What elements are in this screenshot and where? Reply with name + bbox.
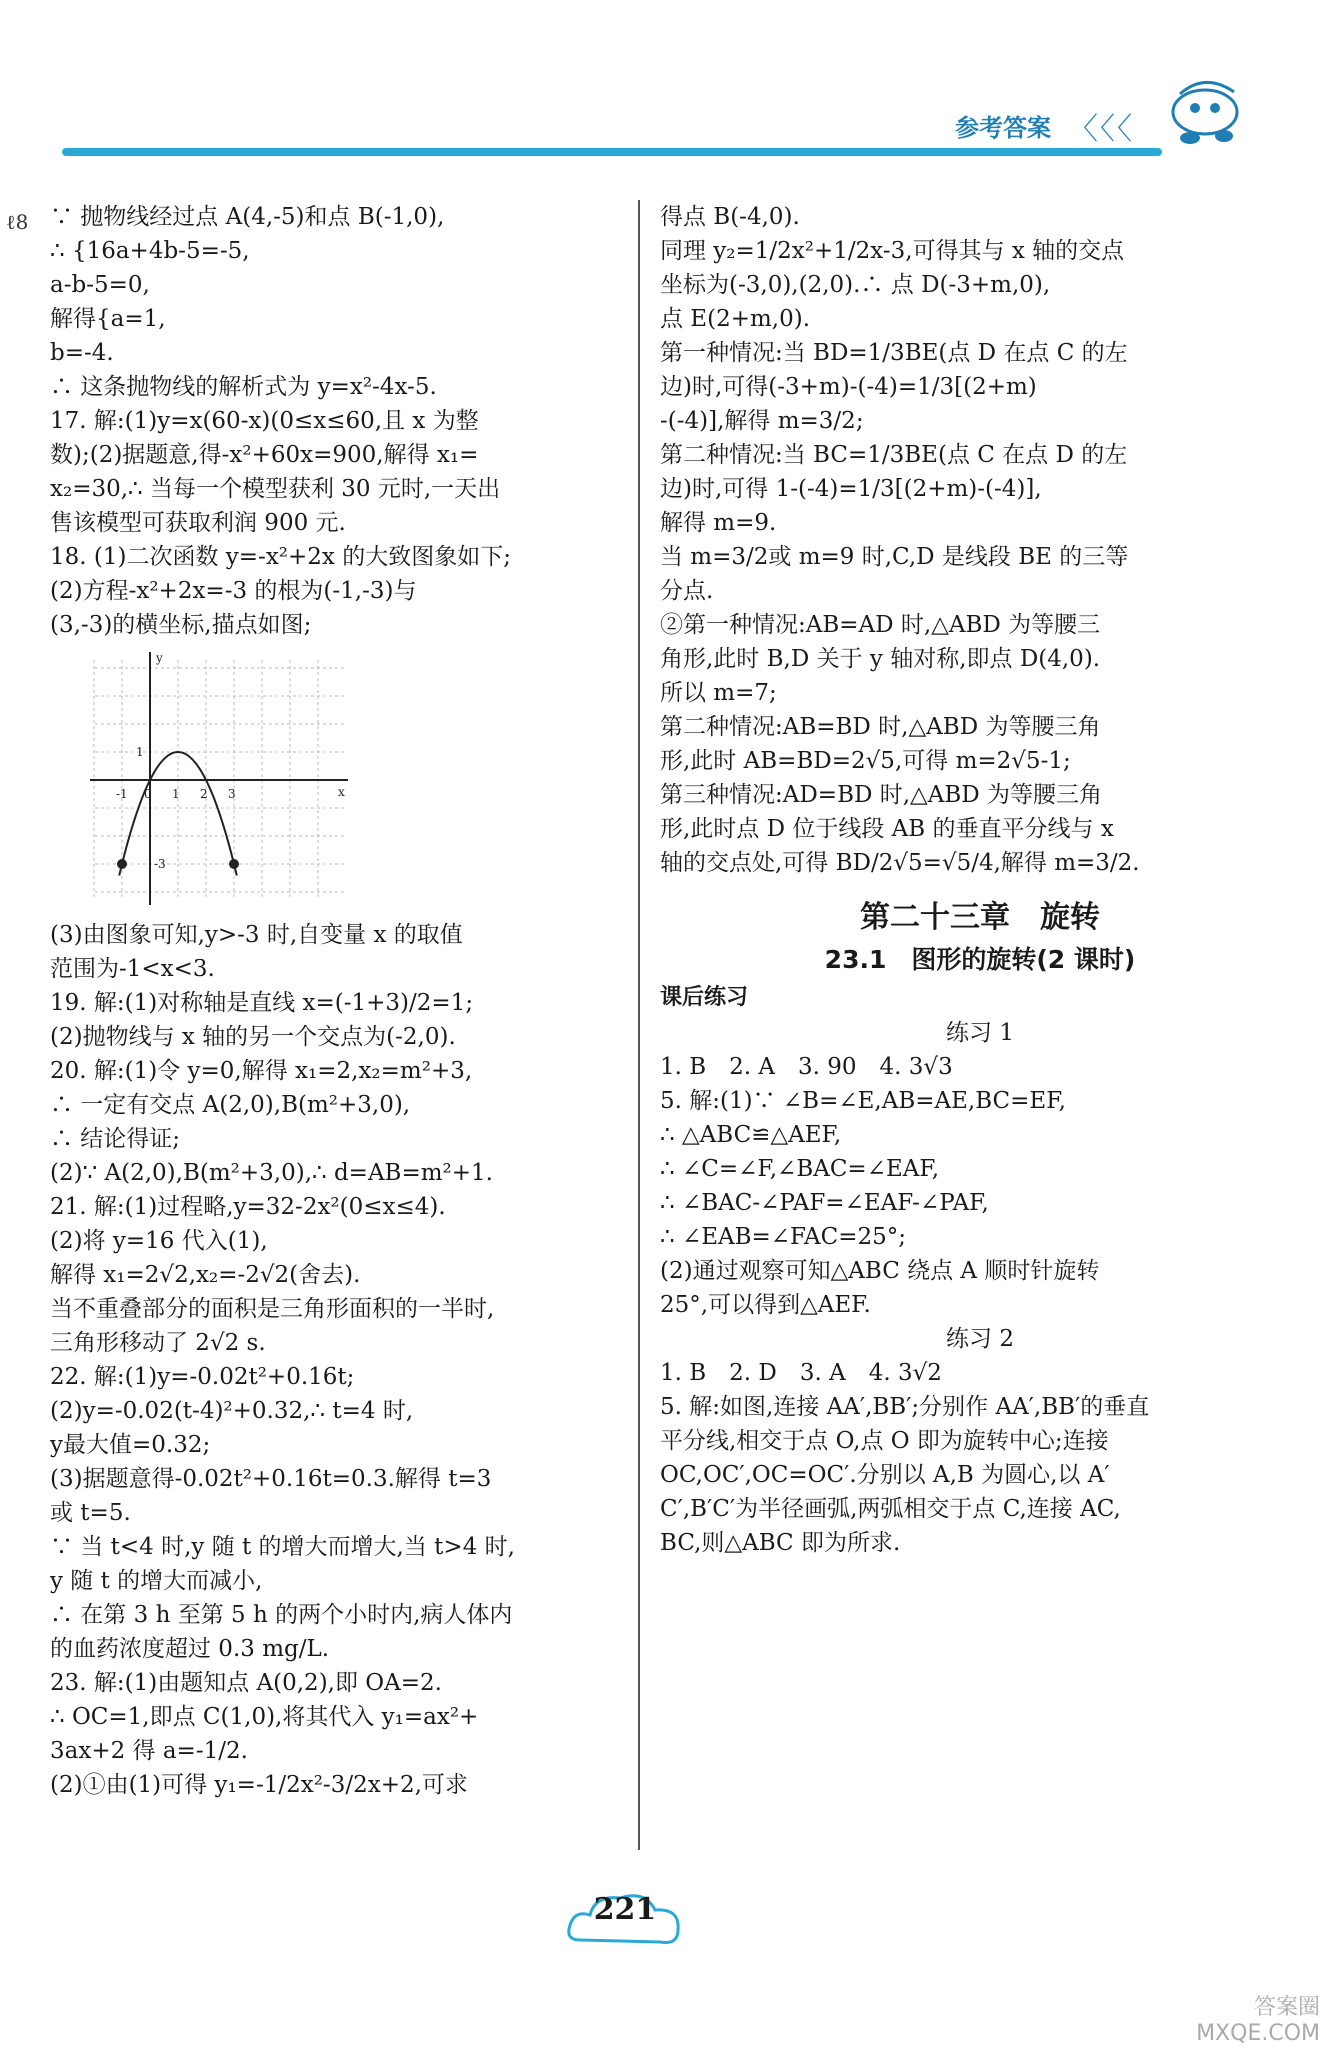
text-line: 轴的交点处,可得 BD/2√5=√5/4,解得 m=3/2. <box>660 850 1140 876</box>
text-line: x₂=30,∴ 当每一个模型获利 30 元时,一天出 <box>50 476 501 502</box>
text-line: 5. 解:(1)∵ ∠B=∠E,AB=AE,BC=EF, <box>660 1088 1066 1114</box>
text-line: 边)时,可得 1-(-4)=1/3[(2+m)-(-4)], <box>660 476 1042 502</box>
text-line: 形,此时点 D 位于线段 AB 的垂直平分线与 x <box>660 816 1114 842</box>
text-line: a-b-5=0, <box>50 272 150 298</box>
text-line: 19. 解:(1)对称轴是直线 x=(-1+3)/2=1; <box>50 990 474 1016</box>
practice2-title: 练习 2 <box>946 1326 1014 1352</box>
text-line: ∴ ∠BAC-∠PAF=∠EAF-∠PAF, <box>660 1190 989 1216</box>
plot-point <box>229 859 239 869</box>
text-line: ∴ 在第 3 h 至第 5 h 的两个小时内,病人体内 <box>50 1602 513 1628</box>
text-line: ∴ ∠C=∠F,∠BAC=∠EAF, <box>660 1156 940 1182</box>
y-tick-label: -3 <box>154 857 166 871</box>
header-title: 参考答案 <box>955 114 1051 142</box>
text-line: 第三种情况:AD=BD 时,△ABD 为等腰三角 <box>660 782 1102 808</box>
text-line: 得点 B(-4,0). <box>660 204 800 230</box>
text-line: 或 t=5. <box>50 1500 131 1526</box>
text-line: 23. 解:(1)由题知点 A(0,2),即 OA=2. <box>50 1670 442 1696</box>
text-line: (2)∵ A(2,0),B(m²+3,0),∴ d=AB=m²+1. <box>50 1160 493 1186</box>
graph-svg <box>90 650 350 910</box>
text-line: 20. 解:(1)令 y=0,解得 x₁=2,x₂=m²+3, <box>50 1058 473 1084</box>
text-line: 第二种情况:当 BC=1/3BE(点 C 在点 D 的左 <box>660 442 1128 468</box>
chapter-title: 第二十三章 旋转 <box>860 900 1100 935</box>
x-tick-label: 1 <box>172 787 180 801</box>
page-number: 221 <box>593 1892 657 1927</box>
x-tick-label: 3 <box>228 787 236 801</box>
text-line: 角形,此时 B,D 关于 y 轴对称,即点 D(4,0). <box>660 646 1101 672</box>
practice2-block <box>660 1356 1300 1560</box>
text-line: 同理 y₂=1/2x²+1/2x-3,可得其与 x 轴的交点 <box>660 238 1125 264</box>
text-line: 25°,可以得到△AEF. <box>660 1292 871 1318</box>
parabola-graph <box>90 650 350 910</box>
text-line: ∴ {16a+4b-5=-5, <box>50 238 250 264</box>
text-line: 3ax+2 得 a=-1/2. <box>50 1738 248 1764</box>
text-line: (2)①由(1)可得 y₁=-1/2x²-3/2x+2,可求 <box>50 1772 468 1798</box>
text-line: 17. 解:(1)y=x(60-x)(0≤x≤60,且 x 为整 <box>50 408 479 434</box>
text-line: 三角形移动了 2√2 s. <box>50 1330 266 1356</box>
text-line: ∴ OC=1,即点 C(1,0),将其代入 y₁=ax²+ <box>50 1704 479 1730</box>
text-line: (2)通过观察可知△ABC 绕点 A 顺时针旋转 <box>660 1258 1100 1284</box>
watermark: 答案圈 MXQE.COM <box>1196 1995 1320 2046</box>
text-line: 1. B 2. A 3. 90 4. 3√3 <box>660 1054 953 1080</box>
text-line: ②第一种情况:AB=AD 时,△ABD 为等腰三 <box>660 612 1101 638</box>
text-line: (2)方程-x²+2x=-3 的根为(-1,-3)与 <box>50 578 417 604</box>
x-tick-label: -1 <box>116 787 128 801</box>
mascot-icon <box>1160 72 1250 152</box>
chevron-icon: 〈〈〈 <box>1068 112 1134 147</box>
left-text-block-2 <box>50 918 610 1802</box>
text-line: ∵ 抛物线经过点 A(4,-5)和点 B(-1,0), <box>50 204 445 230</box>
section-title: 23.1 图形的旋转(2 课时) <box>824 945 1136 974</box>
text-line: 1. B 2. D 3. A 4. 3√2 <box>660 1360 942 1386</box>
text-line: (2)y=-0.02(t-4)²+0.32,∴ t=4 时, <box>50 1398 414 1424</box>
text-line: -(-4)],解得 m=3/2; <box>660 408 864 434</box>
text-line: ∴ 一定有交点 A(2,0),B(m²+3,0), <box>50 1092 411 1118</box>
plot-point <box>117 859 127 869</box>
text-line: 解得{a=1, <box>50 306 166 332</box>
text-line: 点 E(2+m,0). <box>660 306 811 332</box>
text-line: 边)时,可得(-3+m)-(-4)=1/3[(2+m) <box>660 374 1037 400</box>
text-line: y 随 t 的增大而减小, <box>50 1568 263 1594</box>
left-column <box>50 200 610 1802</box>
header-divider <box>62 148 1162 156</box>
text-line: 当不重叠部分的面积是三角形面积的一半时, <box>50 1296 495 1322</box>
side-mark: ℓ8 <box>6 210 29 234</box>
right-column <box>660 200 1300 1560</box>
practice1-block <box>660 1050 1300 1322</box>
text-line: 21. 解:(1)过程略,y=32-2x²(0≤x≤4). <box>50 1194 446 1220</box>
x-tick-label: 0 <box>144 787 152 801</box>
text-line: b=-4. <box>50 340 114 366</box>
text-line: 第二种情况:AB=BD 时,△ABD 为等腰三角 <box>660 714 1101 740</box>
text-line: 第一种情况:当 BD=1/3BE(点 D 在点 C 的左 <box>660 340 1128 366</box>
text-line: BC,则△ABC 即为所求. <box>660 1530 901 1556</box>
text-line: (3)据题意得-0.02t²+0.16t=0.3.解得 t=3 <box>50 1466 492 1492</box>
text-line: 坐标为(-3,0),(2,0).∴ 点 D(-3+m,0), <box>660 272 1051 298</box>
y-tick-label: 1 <box>136 745 144 759</box>
text-line: C′,B′C′为半径画弧,两弧相交于点 C,连接 AC, <box>660 1496 1121 1522</box>
column-divider <box>638 200 640 1850</box>
text-line: ∴ 这条抛物线的解析式为 y=x²-4x-5. <box>50 374 437 400</box>
text-line: OC,OC′,OC=OC′.分别以 A,B 为圆心,以 A′ <box>660 1462 1110 1488</box>
text-line: 数);(2)据题意,得-x²+60x=900,解得 x₁= <box>50 442 479 468</box>
text-line: (2)将 y=16 代入(1), <box>50 1228 268 1254</box>
text-line: (3,-3)的横坐标,描点如图; <box>50 612 312 638</box>
page-header <box>0 0 1332 175</box>
text-line: 当 m=3/2或 m=9 时,C,D 是线段 BE 的三等 <box>660 544 1129 570</box>
text-line: 分点. <box>660 578 714 604</box>
text-line: 5. 解:如图,连接 AA′,BB′;分别作 AA′,BB′的垂直 <box>660 1394 1150 1420</box>
x-axis-label: x <box>338 785 345 799</box>
text-line: (3)由图象可知,y>-3 时,自变量 x 的取值 <box>50 922 463 948</box>
text-line: 平分线,相交于点 O,点 O 即为旋转中心;连接 <box>660 1428 1109 1454</box>
right-text-block <box>660 200 1300 880</box>
text-line: ∴ ∠EAB=∠FAC=25°; <box>660 1224 907 1250</box>
y-axis-label: y <box>156 651 163 665</box>
text-line: y最大值=0.32; <box>50 1432 211 1458</box>
text-line: 的血药浓度超过 0.3 mg/L. <box>50 1636 330 1662</box>
text-line: 形,此时 AB=BD=2√5,可得 m=2√5-1; <box>660 748 1071 774</box>
text-line: ∴ △ABC≌△AEF, <box>660 1122 842 1148</box>
text-line: 解得 m=9. <box>660 510 777 536</box>
text-line: 解得 x₁=2√2,x₂=-2√2(舍去). <box>50 1262 361 1288</box>
practice1-title: 练习 1 <box>946 1020 1014 1046</box>
text-line: 所以 m=7; <box>660 680 777 706</box>
text-line: ∴ 结论得证; <box>50 1126 181 1152</box>
text-line: 范围为-1<x<3. <box>50 956 215 982</box>
text-line: 18. (1)二次函数 y=-x²+2x 的大致图象如下; <box>50 544 511 570</box>
text-line: 22. 解:(1)y=-0.02t²+0.16t; <box>50 1364 355 1390</box>
left-text-block <box>50 200 610 642</box>
page-number-badge <box>560 1880 690 1960</box>
x-tick-label: 2 <box>200 787 208 801</box>
subsection-title: 课后练习 <box>660 985 749 1010</box>
text-line: ∵ 当 t<4 时,y 随 t 的增大而增大,当 t>4 时, <box>50 1534 515 1560</box>
text-line: (2)抛物线与 x 轴的另一个交点为(-2,0). <box>50 1024 456 1050</box>
text-line: 售该模型可获取利润 900 元. <box>50 510 346 536</box>
